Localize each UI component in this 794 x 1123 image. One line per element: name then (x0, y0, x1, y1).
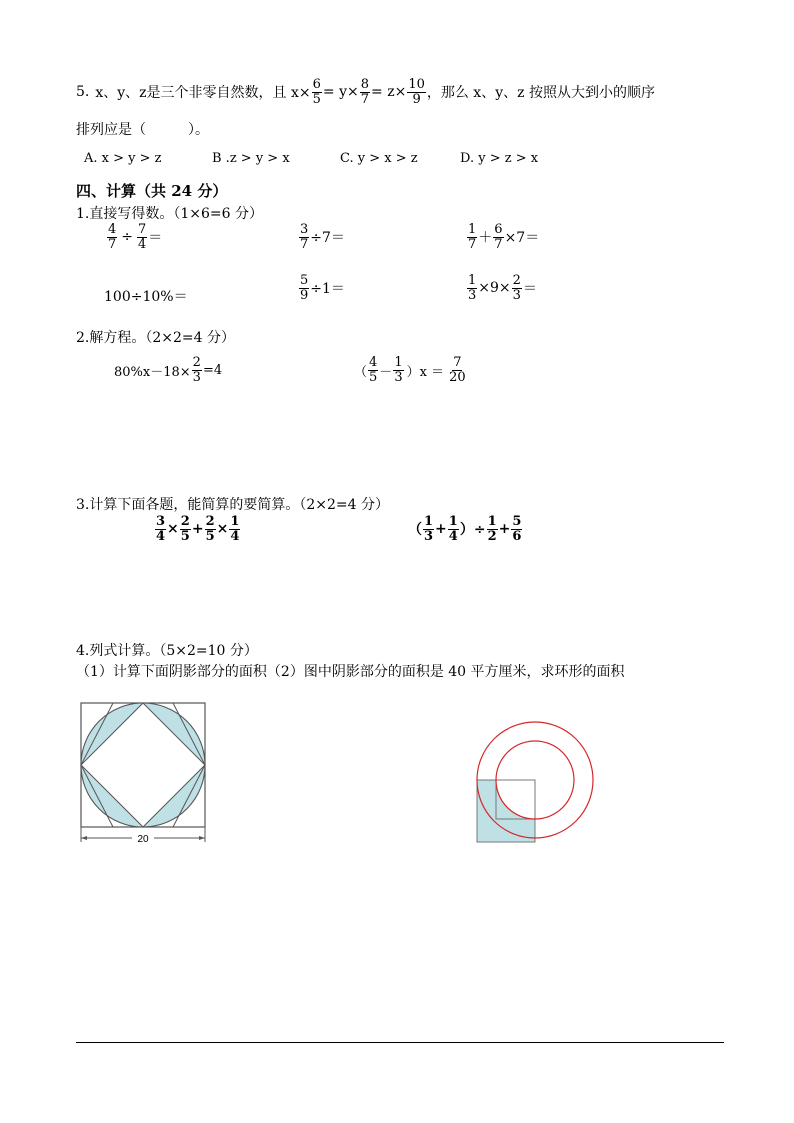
q5-option-a: A. x > y > z (84, 151, 162, 166)
figure-1-shaded-area (76, 696, 210, 846)
figure-2-ring (474, 720, 598, 846)
p1-expr-1: $\frac{4}{7}$ ÷ $\frac{7}{4}$ ＝ (108, 222, 163, 252)
p1-expr-4: 100÷10%＝ (104, 289, 188, 305)
p3-expression-a: $\frac{3}{4}$ × $\frac{2}{5}$ + $\frac{2}{5}$ × $\frac{1}{4}$ (156, 514, 240, 544)
q5-number: 5. (76, 84, 90, 101)
q5-frac-1: $\frac{6}{5}$ (312, 77, 321, 107)
p1-expr-2: $\frac{3}{7}$ ÷7＝ (300, 222, 345, 252)
p1-expr-3: $\frac{1}{7}$ ＋ $\frac{6}{7}$ ×7＝ (468, 222, 540, 252)
q5-frac-3: $\frac{10}{9}$ (408, 77, 425, 107)
p2-title: 2.解方程。（2×2=4 分） (76, 330, 235, 346)
p1-title: 1.直接写得数。（1×6=6 分） (76, 206, 263, 222)
p4-title: 4.列式计算。（5×2=10 分） (76, 643, 258, 659)
q5-frac-2: $\frac{8}{7}$ (360, 77, 370, 107)
p3-expression-b: （ $\frac{1}{3}$ + $\frac{1}{4}$ ）÷ $\frac{1}{2}$ + $\frac{5}{6}$ (408, 514, 522, 544)
q5-option-b: B .z > y > x (212, 151, 290, 166)
p3-title: 3.计算下面各题，能简算的要简算。（2×2=4 分） (76, 497, 389, 513)
page-footer-line (76, 1042, 724, 1043)
q5-line2: 排列应是（ ）。 (76, 122, 209, 138)
q5-line1: 5. x、y、z是三个非零自然数，且 x× $\frac{6}{5}$ = y× $\frac{8}{7}$ = z× $\frac{10}{9}$ ，那么 x、y、z 按照从大到小的顺序 (76, 77, 655, 107)
figure-1-dimension-label: 20 (137, 834, 149, 845)
q5-option-d: D. y > z > x (460, 151, 539, 166)
q5-option-c: C. y > x > z (340, 151, 418, 166)
p1-expr-6: $\frac{1}{3}$ ×9× $\frac{2}{3}$ ＝ (468, 273, 537, 303)
p4-description: （1）计算下面阴影部分的面积（2）图中阴影部分的面积是 40 平方厘米，求环形的面积 (76, 664, 625, 680)
section-title: 四、计算（共 24 分） (76, 182, 228, 200)
p1-expr-5: $\frac{5}{9}$ ÷1＝ (300, 273, 345, 303)
q5-text: x、y、z是三个非零自然数，且 x× (95, 85, 311, 102)
p2-equation-b: （ $\frac{4}{5}$ － $\frac{1}{3}$ ）x ＝ $\frac{7}{20}$ (354, 355, 466, 385)
p2-equation-a: 80%x－18× $\frac{2}{3}$ =4 (114, 355, 223, 385)
